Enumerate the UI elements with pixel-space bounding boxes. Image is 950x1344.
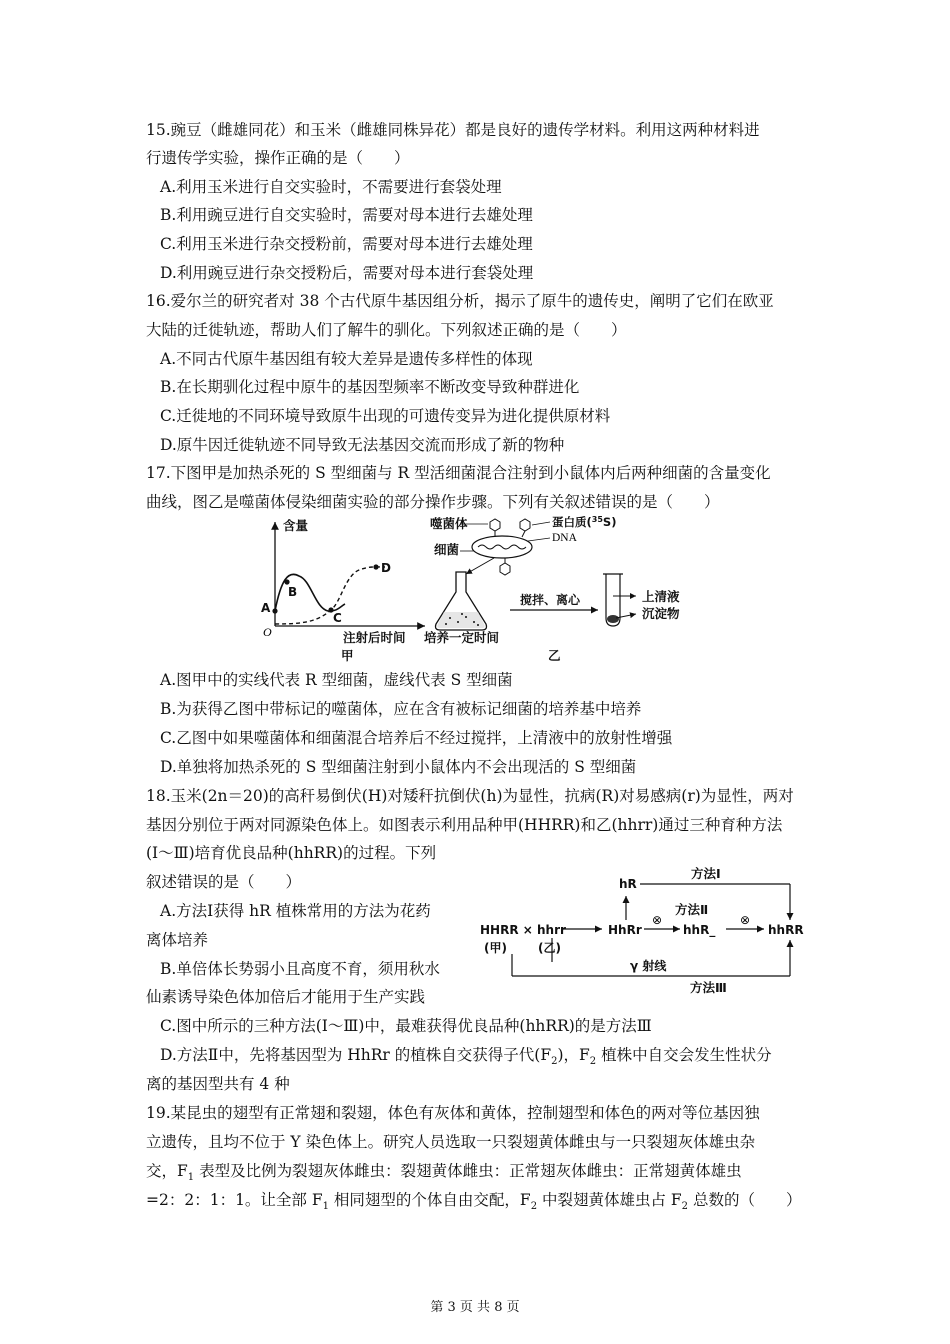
- q15-stem-line1: 15.豌豆（雌雄同花）和玉米（雌雄同株异花）都是良好的遗传学材料。利用这两种材料进: [146, 121, 760, 139]
- figure-breeding-methods: [478, 862, 813, 997]
- q16-option-d: D.原牛因迁徙轨迹不同导致无法基因交流而形成了新的物种: [160, 436, 565, 454]
- q15-stem-line2: 行遗传学实验，操作正确的是（ ）: [146, 149, 410, 167]
- label-hhrr-f1: HhRr: [608, 923, 642, 937]
- q17-option-a: A.图甲中的实线代表 R 型细菌，虚线代表 S 型细菌: [160, 671, 513, 689]
- q17-option-d: D.单独将加热杀死的 S 型细菌注射到小鼠体内不会出现活的 S 型细菌: [160, 758, 637, 776]
- x-axis-label: 注射后时间: [343, 630, 406, 645]
- label-method-2: 方法Ⅱ: [675, 902, 709, 917]
- y-axis-label: 含量: [283, 518, 309, 533]
- q18-option-d-line1: D.方法Ⅱ中，先将基因型为 HhRr 的植株自交获得子代$(F_2)$，$F_2$ 植株中自交会发生性状分: [160, 1046, 772, 1068]
- q18-option-c: C.图中所示的三种方法(Ⅰ～Ⅲ)中，最难获得优良品种(hhRR)的是方法Ⅲ: [160, 1017, 652, 1035]
- label-d: D: [381, 561, 391, 575]
- label-sediment: 沉淀物: [642, 606, 680, 621]
- label-supernatant: 上清液: [642, 589, 680, 604]
- caption-jia: 甲: [341, 648, 354, 663]
- q18-option-a-line1: A.方法Ⅰ获得 hR 植株常用的方法为花药: [160, 902, 431, 920]
- caption-yi: 乙: [548, 648, 561, 663]
- q19-stem-line2: 立遗传，且均不位于 Y 染色体上。研究人员选取一只裂翅黄体雌虫与一只裂翅灰体雄虫杂: [146, 1133, 756, 1151]
- origin-label: O: [263, 625, 272, 639]
- q16-stem-line1: 16.爱尔兰的研究者对 38 个古代原牛基因组分析，揭示了原牛的遗传史，阐明了它们在欧亚: [146, 292, 774, 310]
- label-method-3: 方法Ⅲ: [690, 980, 727, 995]
- point-b: [284, 579, 289, 584]
- q16-option-b: B.在长期驯化过程中原牛的基因型频率不断改变导致种群进化: [160, 378, 580, 396]
- q17-option-c: C.乙图中如果噬菌体和细菌混合培养后不经过搅拌，上清液中的放射性增强: [160, 729, 673, 747]
- q18-option-d-line2: 离的基因型共有 4 种: [146, 1075, 290, 1093]
- figure-yi-phage-experiment: [420, 514, 710, 666]
- point-a: [272, 608, 277, 613]
- self-cross-icon-2: ⊗: [740, 913, 751, 927]
- label-protein: 蛋白质($^{35}$S): [552, 515, 617, 529]
- label-bacteria: 细菌: [434, 542, 460, 557]
- q19-stem-line1: 19.某昆虫的翅型有正常翅和裂翅，体色有灰体和黄体，控制翅型和体色的两对等位基因独: [146, 1104, 760, 1122]
- dna-wave: [478, 545, 526, 549]
- phage-icon-bottom: [500, 558, 510, 575]
- page-footer: 第 3 页 共 8 页: [430, 1300, 520, 1315]
- self-cross-icon-1: ⊗: [652, 913, 663, 927]
- q15-option-b: B.利用豌豆进行自交实验时，需要对母本进行去雄处理: [160, 206, 533, 224]
- q15-option-c: C.利用玉米进行杂交授粉前，需要对母本进行去雄处理: [160, 235, 533, 253]
- q16-stem-line2: 大陆的迁徙轨迹，帮助人们了解牛的驯化。下列叙述正确的是（ ）: [146, 321, 627, 339]
- q16-option-c: C.迁徙地的不同环境导致原牛出现的可遗传变异为进化提供原材料: [160, 407, 611, 425]
- label-gamma-ray: γ 射线: [630, 959, 667, 973]
- label-phage: 噬菌体: [430, 516, 468, 531]
- q19-stem-line3: 交，$F_1$ 表型及比例为裂翅灰体雌虫：裂翅黄体雌虫：正常翅灰体雌虫：正常翅黄体雄虫: [146, 1162, 742, 1184]
- q16-option-a: A.不同古代原牛基因组有较大差异是遗传多样性的体现: [160, 350, 533, 368]
- label-c: C: [333, 611, 342, 625]
- label-target-hhrr: hhRR: [768, 923, 804, 937]
- q17-stem-line1: 17.下图甲是加热杀死的 S 型细菌与 R 型活细菌混合注射到小鼠体内后两种细菌的含量变化: [146, 464, 771, 482]
- q15-option-a: A.利用玉米进行自交实验时，不需要进行套袋处理: [160, 178, 502, 196]
- q17-option-b: B.为获得乙图中带标记的噬菌体，应在含有被标记细菌的培养基中培养: [160, 700, 642, 718]
- label-jia: (甲): [484, 941, 507, 955]
- label-yi: (乙): [538, 941, 561, 955]
- phage-icon-top-right: [520, 519, 530, 537]
- q18-option-b-line2: 仙素诱导染色体加倍后才能用于生产实践: [146, 988, 426, 1006]
- figure-jia-growth-curve: [255, 518, 430, 666]
- label-hhr-partial: hhR_: [683, 923, 716, 937]
- label-parents: HHRR × hhrr: [480, 923, 566, 937]
- q17-stem-line2: 曲线，图乙是噬菌体侵染细菌实验的部分操作步骤。下列有关叙述错误的是（ ）: [146, 493, 720, 511]
- label-culture: 培养一定时间: [424, 630, 500, 645]
- label-a: A: [261, 601, 271, 615]
- q18-stem-line1: 18.玉米(2n＝20)的高秆易倒伏(H)对矮秆抗倒伏(h)为显性，抗病(R)对易感病(r)为显性，两对: [146, 787, 794, 805]
- phage-icon-top-left: [490, 519, 500, 537]
- label-method-1: 方法Ⅰ: [691, 866, 721, 881]
- q18-option-b-line1: B.单倍体长势弱小且高度不育，须用秋水: [160, 960, 440, 978]
- q18-stem-line2: 基因分别位于两对同源染色体上。如图表示利用品种甲(HHRR)和乙(hhrr)通过三种育种方法: [146, 816, 783, 834]
- q15-option-d: D.利用豌豆进行杂交授粉后，需要对母本进行套袋处理: [160, 264, 534, 282]
- label-b: B: [288, 585, 298, 599]
- q18-stem-line3: (Ⅰ～Ⅲ)培育优良品种(hhRR)的过程。下列: [146, 844, 437, 862]
- label-hr: hR: [619, 877, 637, 891]
- label-dna: DNA: [552, 532, 577, 544]
- q19-stem-line4: =2：2：1：1。让全部 $F_1$ 相同翅型的个体自由交配，$F_2$ 中裂翅黄体雄虫占 $F_2$ 总数的（ ）: [146, 1191, 802, 1213]
- q18-stem-line4: 叙述错误的是（ ）: [146, 873, 302, 891]
- point-d: [373, 564, 378, 569]
- label-stir-centrifuge: 搅拌、离心: [520, 593, 581, 607]
- q18-option-a-line2: 离体培养: [146, 931, 209, 949]
